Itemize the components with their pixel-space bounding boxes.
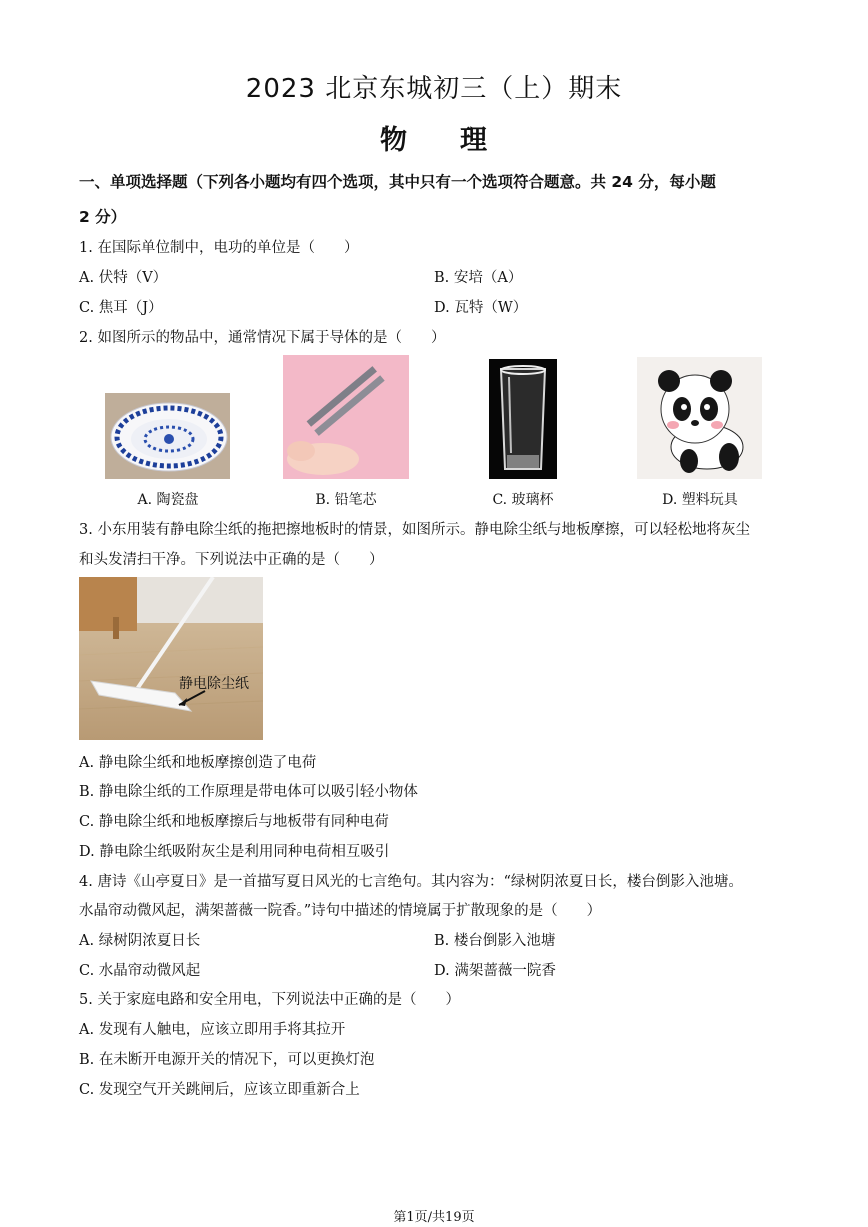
question-5-option-c: C. 发现空气开关跳闸后，应该立即重新合上 xyxy=(79,1082,360,1098)
plastic-toy-image xyxy=(637,357,762,479)
question-3-stem-line1: 3. 小东用装有静电除尘纸的拖把擦地板时的情景，如图所示。静电除尘纸与地板摩擦，可以轻松地将灰尘 xyxy=(79,522,750,538)
question-4-option-b: B. 楼台倒影入池塘 xyxy=(434,933,556,949)
mop-image xyxy=(79,577,263,740)
question-3-stem-line2: 和头发清扫干净。下列说法中正确的是（ ） xyxy=(79,552,384,568)
question-2-stem: 2. 如图所示的物品中，通常情况下属于导体的是（ ） xyxy=(79,330,446,346)
question-1-option-d: D. 瓦特（W） xyxy=(434,300,528,316)
question-5-option-a: A. 发现有人触电，应该立即用手将其拉开 xyxy=(79,1022,346,1038)
section-heading-line2: 2 分） xyxy=(79,208,127,226)
question-4-stem-line1: 4. 唐诗《山亭夏日》是一首描写夏日风光的七言绝句。其内容为：“绿树阴浓夏日长，楼台倒影入池塘。 xyxy=(79,874,743,890)
subject-title xyxy=(0,118,868,157)
question-3-option-c: C. 静电除尘纸和地板摩擦后与地板带有同种电荷 xyxy=(79,814,389,830)
question-3-option-a: A. 静电除尘纸和地板摩擦创造了电荷 xyxy=(79,755,317,771)
page-title: 2023 北京东城初三（上）期末 xyxy=(245,74,623,104)
question-1-option-c: C. 焦耳（J） xyxy=(79,300,163,316)
question-2-caption-b: B. 铅笔芯 xyxy=(315,492,377,508)
ceramic-plate-image xyxy=(105,393,230,479)
question-4-option-d: D. 满架蔷薇一院香 xyxy=(434,963,556,979)
section-heading-line1: 一、单项选择题（下列各小题均有四个选项，其中只有一个选项符合题意。共 24 分，每小题 xyxy=(79,173,716,191)
question-5-option-b: B. 在未断开电源开关的情况下，可以更换灯泡 xyxy=(79,1052,375,1068)
question-5-stem: 5. 关于家庭电路和安全用电，下列说法中正确的是（ ） xyxy=(79,992,460,1008)
question-2-caption-c: C. 玻璃杯 xyxy=(492,492,554,508)
question-1-stem: 1. 在国际单位制中，电功的单位是（ ） xyxy=(79,240,359,256)
question-1-option-a: A. 伏特（V） xyxy=(79,270,168,286)
dust-paper-label: 静电除尘纸 xyxy=(179,676,249,692)
question-4-stem-line2: 水晶帘动微风起，满架蔷薇一院香。”诗句中描述的情境属于扩散现象的是（ ） xyxy=(79,903,602,919)
question-2-caption-a: A. 陶瓷盘 xyxy=(137,492,199,508)
question-4-option-a: A. 绿树阴浓夏日长 xyxy=(79,933,201,949)
page-number: 第1页/共19页 xyxy=(393,1210,475,1225)
question-1-option-b: B. 安培（A） xyxy=(434,270,523,286)
pencil-lead-image xyxy=(283,355,409,479)
question-3-option-b: B. 静电除尘纸的工作原理是带电体可以吸引轻小物体 xyxy=(79,784,418,800)
glass-cup-image xyxy=(489,359,557,479)
subject-char-2: 理 xyxy=(460,125,488,156)
subject-char-1: 物 xyxy=(380,125,408,156)
question-3-option-d: D. 静电除尘纸吸附灰尘是利用同种电荷相互吸引 xyxy=(79,844,390,860)
question-2-caption-d: D. 塑料玩具 xyxy=(662,492,738,508)
question-4-option-c: C. 水晶帘动微风起 xyxy=(79,963,201,979)
